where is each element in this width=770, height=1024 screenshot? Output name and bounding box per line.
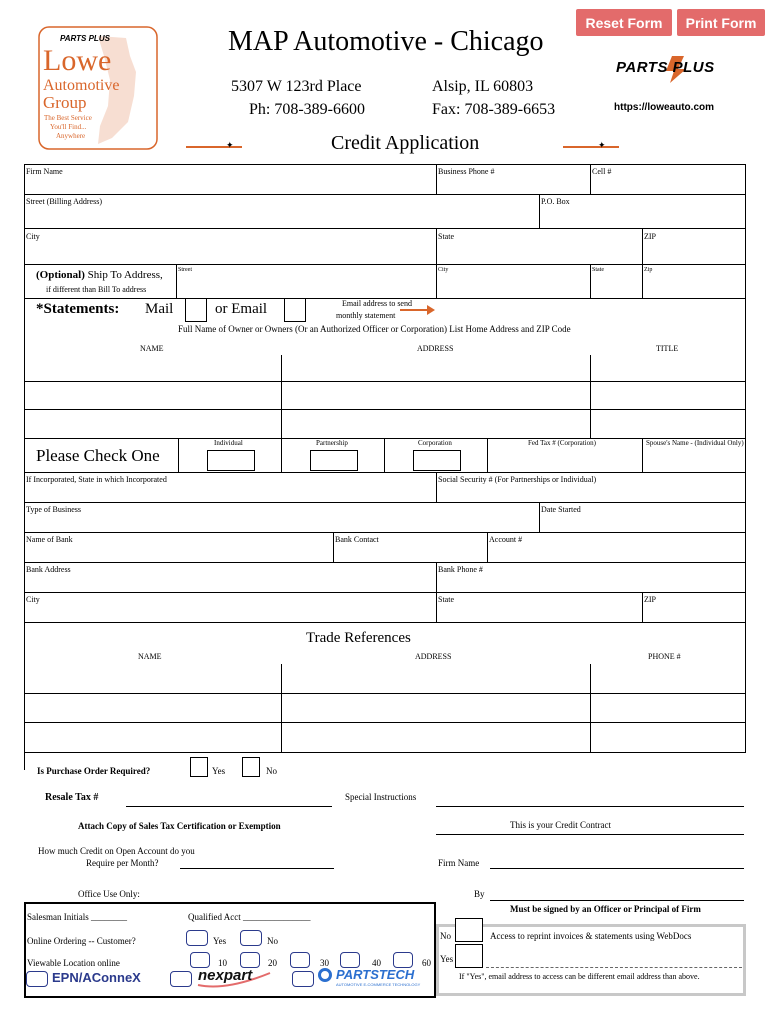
trade-address-col: ADDRESS bbox=[415, 652, 452, 661]
email-note-line1: Email address to send bbox=[342, 299, 412, 308]
loc-30-checkbox[interactable] bbox=[290, 952, 310, 968]
partnership-checkbox[interactable] bbox=[310, 450, 358, 471]
online-no-label: No bbox=[267, 936, 278, 946]
type-business-input[interactable] bbox=[25, 516, 538, 531]
parts-plus-logo bbox=[614, 54, 738, 84]
credit-question-2: Require per Month? bbox=[86, 858, 159, 868]
loc-20-checkbox[interactable] bbox=[240, 952, 260, 968]
viewable-location-label: Viewable Location online bbox=[27, 958, 120, 968]
please-check-one: Please Check One bbox=[36, 446, 160, 465]
nexpart-text: nexpart bbox=[198, 967, 253, 984]
online-yes-label: Yes bbox=[213, 936, 227, 946]
date-started-label: Date Started bbox=[541, 505, 581, 514]
incorporated-input[interactable] bbox=[25, 486, 435, 501]
bank-city-label: City bbox=[26, 595, 40, 604]
trade-phone-col: PHONE # bbox=[648, 652, 681, 661]
partstech-subtext: AUTOMOTIVE E-COMMERCE TECHNOLOGY bbox=[336, 982, 421, 987]
corporation-checkbox[interactable] bbox=[413, 450, 461, 471]
po-no-label: No bbox=[266, 766, 277, 776]
partstech-text: PARTSTECH bbox=[336, 967, 415, 982]
owner-row-3[interactable] bbox=[25, 410, 745, 437]
website-link[interactable]: https://loweauto.com bbox=[614, 102, 714, 113]
owner-title-col: TITLE bbox=[656, 344, 679, 353]
po-yes-label: Yes bbox=[212, 766, 226, 776]
special-instructions-line[interactable] bbox=[436, 806, 744, 807]
ship-to-label bbox=[36, 269, 163, 281]
attach-copy-label: Attach Copy of Sales Tax Certification or Exemption bbox=[78, 821, 281, 831]
webdocs-email-input[interactable] bbox=[486, 952, 742, 968]
webdocs-yes-checkbox[interactable] bbox=[455, 944, 483, 968]
trade-references-title: Trade References bbox=[306, 630, 411, 646]
signature-line[interactable] bbox=[490, 900, 744, 901]
ship-street-label: Street bbox=[178, 267, 192, 273]
ship-city-input[interactable] bbox=[437, 275, 589, 297]
loc-40-checkbox[interactable] bbox=[340, 952, 360, 968]
loc-40-label: 40 bbox=[372, 958, 381, 968]
email-note-line2: monthly statement bbox=[336, 311, 396, 320]
salesman-initials-label: Salesman Initials ________ bbox=[27, 912, 127, 922]
optional-label: (Optional) bbox=[36, 269, 85, 281]
logo-brand: PARTS PLUS bbox=[60, 34, 110, 43]
by-label: By bbox=[474, 889, 485, 899]
form-top-border bbox=[24, 164, 746, 165]
company-title: MAP Automotive - Chicago bbox=[228, 26, 544, 57]
loc-30-label: 30 bbox=[320, 958, 329, 968]
spouse-input[interactable] bbox=[643, 450, 744, 471]
firm-name-sign-line[interactable] bbox=[490, 868, 744, 869]
bank-phone-input[interactable] bbox=[437, 576, 744, 591]
ship-street-input[interactable] bbox=[177, 275, 435, 297]
fed-tax-label: Fed Tax # (Corporation) bbox=[528, 439, 597, 447]
address-line1: 5307 W 123rd Place bbox=[231, 78, 362, 95]
partstech-checkbox[interactable] bbox=[292, 971, 314, 987]
po-box-input[interactable] bbox=[540, 208, 744, 227]
firm-name-input[interactable] bbox=[25, 177, 435, 193]
nexpart-checkbox[interactable] bbox=[170, 971, 192, 987]
swoosh-right-icon: ✦ bbox=[598, 140, 606, 150]
bank-zip-label: ZIP bbox=[644, 595, 656, 604]
partstech-logo bbox=[318, 967, 434, 991]
firm-name-sign-label: Firm Name bbox=[438, 858, 480, 868]
partnership-label: Partnership bbox=[316, 439, 348, 447]
webdocs-no-checkbox[interactable] bbox=[455, 918, 483, 942]
nexpart-logo bbox=[196, 967, 274, 989]
firm-name-label: Firm Name bbox=[26, 167, 63, 176]
credit-contract-line[interactable] bbox=[436, 834, 744, 835]
epn-checkbox[interactable] bbox=[26, 971, 48, 987]
online-ordering-label: Online Ordering -- Customer? bbox=[27, 936, 136, 946]
state-input[interactable] bbox=[437, 243, 641, 263]
city-label: City bbox=[26, 232, 40, 241]
must-sign-label: Must be signed by an Officer or Principal of Firm bbox=[510, 904, 701, 914]
online-no-checkbox[interactable] bbox=[240, 930, 262, 946]
bank-state-label: State bbox=[438, 595, 454, 604]
bank-phone-label: Bank Phone # bbox=[438, 565, 483, 574]
ship-state-input[interactable] bbox=[591, 275, 641, 297]
webdocs-note: If "Yes", email address to access can be different email address than above. bbox=[459, 972, 700, 981]
qualified-acct-label: Qualified Acct _______________ bbox=[188, 912, 311, 922]
date-started-input[interactable] bbox=[540, 516, 744, 531]
loc-60-checkbox[interactable] bbox=[393, 952, 413, 968]
mail-label: Mail bbox=[145, 301, 174, 317]
resale-tax-label: Resale Tax # bbox=[45, 792, 99, 803]
partstech-gear-icon bbox=[318, 968, 332, 982]
corporation-label: Corporation bbox=[418, 439, 452, 447]
ship-to-text: Ship To Address, bbox=[84, 269, 163, 281]
business-phone-input[interactable] bbox=[437, 177, 589, 193]
owners-heading: Full Name of Owner or Owners (Or an Authorized Officer or Corporation) List Home Address and ZIP Code bbox=[178, 324, 571, 334]
credit-contract-label: This is your Credit Contract bbox=[510, 820, 611, 830]
po-box-label: P.O. Box bbox=[541, 197, 570, 206]
street-label: Street (Billing Address) bbox=[26, 197, 102, 206]
credit-question-1: How much Credit on Open Account do you bbox=[38, 846, 195, 856]
fed-tax-input[interactable] bbox=[488, 450, 641, 471]
state-label: State bbox=[438, 232, 454, 241]
ssn-input[interactable] bbox=[437, 486, 744, 501]
email-checkbox[interactable] bbox=[284, 298, 306, 322]
bank-zip-input[interactable] bbox=[643, 606, 744, 621]
logo-line2: Automotive bbox=[43, 77, 120, 94]
trade-row-3[interactable] bbox=[25, 723, 745, 751]
bank-address-input[interactable] bbox=[25, 576, 435, 591]
webdocs-yes-label: Yes bbox=[440, 954, 454, 964]
ship-city-label: City bbox=[438, 267, 449, 273]
bank-name-input[interactable] bbox=[25, 546, 332, 561]
bank-state-input[interactable] bbox=[437, 606, 641, 621]
online-yes-checkbox[interactable] bbox=[186, 930, 208, 946]
owner-row-2[interactable] bbox=[25, 382, 745, 408]
po-no-checkbox[interactable] bbox=[242, 757, 260, 777]
individual-checkbox[interactable] bbox=[207, 450, 255, 471]
loc-10-checkbox[interactable] bbox=[190, 952, 210, 968]
individual-label: Individual bbox=[214, 439, 243, 447]
form-title: Credit Application bbox=[331, 132, 480, 154]
credit-amount-line[interactable] bbox=[180, 868, 334, 869]
resale-tax-line[interactable] bbox=[126, 806, 332, 807]
special-instructions-label: Special Instructions bbox=[345, 792, 417, 802]
bank-contact-label: Bank Contact bbox=[335, 535, 379, 544]
lowe-logo bbox=[38, 26, 158, 150]
ship-state-label: State bbox=[592, 267, 604, 273]
bank-city-input[interactable] bbox=[25, 606, 435, 621]
title-rule-right bbox=[563, 146, 619, 148]
owner-row-1[interactable] bbox=[25, 356, 745, 380]
cell-label: Cell # bbox=[592, 167, 612, 176]
print-form-button[interactable]: Print Form bbox=[677, 9, 765, 36]
cell-input[interactable] bbox=[591, 177, 744, 193]
phone-number: Ph: 708-389-6600 bbox=[249, 101, 365, 118]
address-line2: Alsip, IL 60803 bbox=[432, 78, 534, 95]
zip-input[interactable] bbox=[643, 243, 744, 263]
ship-zip-label: Zip bbox=[644, 267, 653, 273]
owner-name-col: NAME bbox=[140, 344, 164, 353]
swoosh-left-icon: ✦ bbox=[226, 140, 234, 150]
logo-line1: Lowe bbox=[43, 44, 112, 77]
statements-label: *Statements: bbox=[36, 301, 120, 317]
zip-label: ZIP bbox=[644, 232, 656, 241]
form-right-border bbox=[745, 164, 746, 752]
incorporated-label: If Incorporated, State in which Incorporated bbox=[26, 475, 167, 484]
bank-contact-input[interactable] bbox=[334, 546, 486, 561]
owner-address-col: ADDRESS bbox=[417, 344, 454, 353]
logo-tag3: Anywhere bbox=[56, 132, 86, 140]
trade-name-col: NAME bbox=[138, 652, 162, 661]
loc-20-label: 20 bbox=[268, 958, 277, 968]
fax-number: Fax: 708-389-6653 bbox=[432, 101, 556, 118]
po-yes-checkbox[interactable] bbox=[190, 757, 208, 777]
logo-line3: Group bbox=[43, 93, 87, 112]
statement-email-input[interactable] bbox=[437, 299, 744, 321]
logo-tag2: You'll Find... bbox=[50, 123, 87, 131]
webdocs-no-label: No bbox=[440, 931, 451, 941]
bank-name-label: Name of Bank bbox=[26, 535, 73, 544]
loc-10-label: 10 bbox=[218, 958, 227, 968]
trade-row-2[interactable] bbox=[25, 694, 745, 721]
po-required-label: Is Purchase Order Required? bbox=[37, 766, 151, 776]
city-input[interactable] bbox=[25, 243, 435, 263]
account-label: Account # bbox=[489, 535, 523, 544]
logo-tag1: The Best Service bbox=[44, 114, 92, 122]
loc-60-label: 60 bbox=[422, 958, 431, 968]
office-use-label: Office Use Only: bbox=[78, 889, 140, 899]
if-different-label: if different than Bill To address bbox=[46, 285, 147, 294]
spouse-label: Spouse's Name - (Individual Only) bbox=[646, 439, 744, 447]
ssn-label: Social Security # (For Partnerships or Individual) bbox=[438, 475, 597, 484]
parts-plus-text: PARTS PLUS bbox=[616, 59, 715, 76]
epn-aconnex-logo: EPN/AConneX bbox=[52, 970, 141, 985]
trade-row-1[interactable] bbox=[25, 665, 745, 692]
arrow-right-icon bbox=[400, 303, 436, 317]
webdocs-access-label: Access to reprint invoices & statements using WebDocs bbox=[490, 931, 692, 941]
or-email-label: or Email bbox=[215, 301, 268, 317]
account-input[interactable] bbox=[488, 546, 744, 561]
business-phone-label: Business Phone # bbox=[438, 167, 495, 176]
street-input[interactable] bbox=[25, 208, 538, 227]
mail-checkbox[interactable] bbox=[185, 298, 207, 322]
bank-address-label: Bank Address bbox=[26, 565, 71, 574]
reset-form-button[interactable]: Reset Form bbox=[576, 9, 672, 36]
type-business-label: Type of Business bbox=[26, 505, 81, 514]
ship-zip-input[interactable] bbox=[643, 275, 744, 297]
